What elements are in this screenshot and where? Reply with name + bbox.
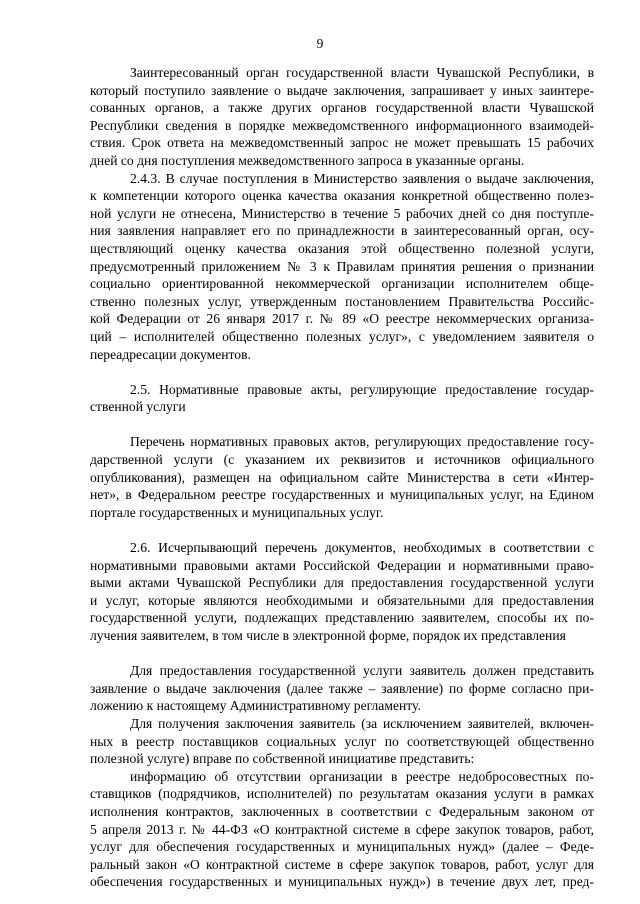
text-line: государственной услуги, подлежащих представлению заявителем, способы их по- [90, 610, 594, 626]
text-line: ния заявления направляет его по принадлежности в заинтересованный орган, осу- [90, 223, 594, 239]
text-line: ствия. Срок ответа на межведомственный запрос не может превышать 15 рабочих [90, 135, 594, 151]
text-line: полезной услуге) вправе по собственной инициативе представить: [90, 751, 475, 767]
text-line: Перечень нормативных правовых актов, регулирующих предоставление госу- [130, 434, 594, 450]
text-line: ственно полезных услуг, утвержденным постановлением Правительства Российс- [90, 293, 594, 309]
text-line: ложению к настоящему Административному регламенту. [90, 698, 421, 714]
text-line: который поступило заявление о выдаче заключения, запрашивает у иных заинтере- [90, 82, 594, 98]
text-line: 5 апреля 2013 г. № 44-ФЗ «О контрактной системе в сфере закупок товаров, работ, [90, 821, 594, 837]
paragraph [90, 381, 594, 416]
text-line: информацию об отсутствии организации в реестре недобросовестных по- [130, 768, 594, 784]
text-line: дарственной услуги (с указанием их реквизитов и источников официального [90, 452, 594, 468]
text-line: предусмотренный приложением № 3 к Правилам принятия решения о признании [90, 258, 594, 274]
paragraph [90, 170, 594, 364]
text-line: обеспечения государственных и муниципальных нужд») в течение двух лет, пред- [90, 874, 594, 890]
text-line: ставщиков (подрядчиков, исполнителей) по результатам оказания услуги в рамках [90, 786, 594, 802]
text-line: ций – исполнителей общественно полезных услуг», с уведомлением заявителя о [90, 328, 594, 344]
text-line: заявление о выдаче заключения (далее также – заявление) по форме согласно при- [90, 680, 594, 696]
text-line: нет», в Федеральном реестре государственных и муниципальных услуг, на Едином [90, 487, 594, 503]
paragraph-spacer [90, 363, 594, 381]
text-line: услуг для обеспечения государственных и муниципальных нужд» (далее – Феде- [90, 839, 594, 855]
paragraph-spacer [90, 645, 594, 663]
text-line: Заинтересованный орган государственной власти Чувашской Республики, в [130, 65, 594, 80]
paragraph [90, 768, 594, 891]
paragraph [90, 433, 594, 521]
text-line: ных в реестр поставщиков социальных услуг по соответствующей общественно [90, 733, 594, 749]
paragraph-spacer [90, 521, 594, 539]
text-line: нормативными правовыми актами Российской Федерации и нормативными право- [90, 557, 594, 573]
text-line: сованных органов, а также других органов государственной власти Чувашской [90, 100, 594, 116]
text-line: кой Федерации от 26 января 2017 г. № 89 «О реестре некоммерческих организа- [90, 311, 594, 327]
text-line: опубликования), размещен на официальном сайте Министерства в сети «Интер- [90, 469, 594, 485]
paragraph [90, 539, 594, 645]
text-line: Для получения заключения заявитель (за исключением заявителей, включен- [130, 715, 594, 731]
text-line: 2.5. Нормативные правовые акты, регулирующие предоставление государ- [130, 381, 594, 397]
text-line: выми актами Чувашской Республики для предоставления государственной услуги [90, 575, 594, 591]
text-line: к компетенции которого оценка качества оказания конкретной общественно полез- [90, 188, 594, 204]
text-line: 2.4.3. В случае поступления в Министерство заявления о выдаче заключения, [130, 170, 594, 186]
paragraph [90, 715, 594, 768]
text-line: портале государственных и муниципальных услуг. [90, 504, 384, 520]
text-line: ральный закон «О контрактной системе в сфере закупок товаров, работ, услуг для [90, 856, 594, 872]
text-line: ной услуги не отнесена, Министерство в течение 5 рабочих дней со дня поступле- [90, 205, 594, 221]
text-line: социально ориентированной некоммерческой организации исполнителем обще- [90, 276, 594, 292]
document-body [90, 64, 594, 891]
text-line: переадресации документов. [90, 346, 251, 362]
page-number: 9 [316, 36, 324, 51]
text-line: исполнения контрактов, заключенных в соответствии с Федеральным законом от [90, 803, 594, 819]
text-line: ственной услуги [90, 399, 186, 415]
paragraph [90, 64, 594, 170]
paragraph [90, 662, 594, 715]
text-line: Республики сведения в порядке межведомственного информационного взаимодей- [90, 117, 594, 133]
text-line: Для предоставления государственной услуги заявитель должен представить [130, 663, 594, 679]
text-line: лучения заявителем, в том числе в электронной форме, порядок их представления [90, 628, 566, 643]
text-line: и услуг, которые являются необходимыми и обязательными для предоставления [90, 592, 594, 608]
text-line: ществляющий оценку качества оказания этой общественно полезной услуги, [90, 240, 594, 256]
text-line: дней со дня поступления межведомственного запроса в указанные органы. [90, 152, 525, 168]
text-line: 2.6. Исчерпывающий перечень документов, необходимых в соответствии с [130, 540, 594, 556]
paragraph-spacer [90, 416, 594, 434]
